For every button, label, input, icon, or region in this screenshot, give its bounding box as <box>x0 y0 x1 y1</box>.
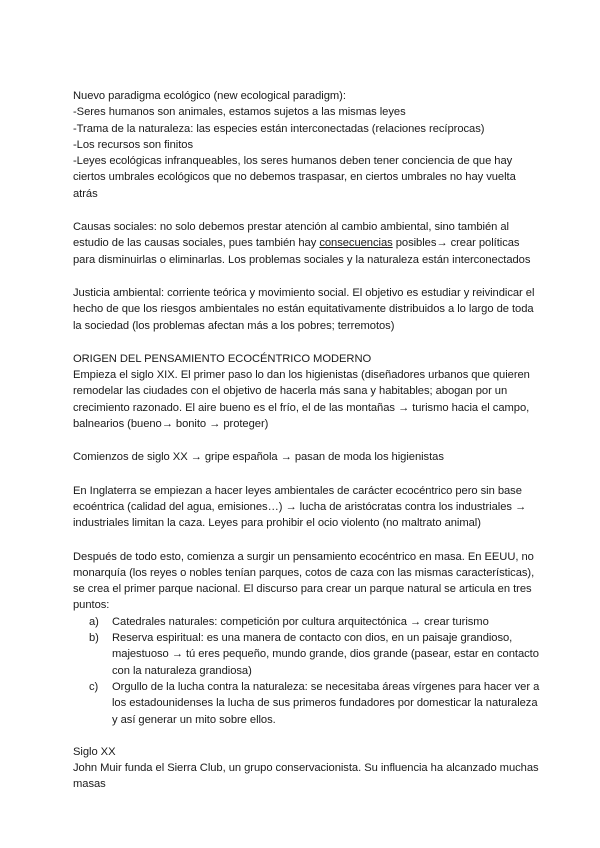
causas-paragraph <box>73 219 543 268</box>
justicia-paragraph: Justicia ambiental: corriente teórica y movimiento social. El objetivo es estudiar y reivindicar el hecho de que los riesgos ambientales no están equitativamente distribuidos a lo largo de toda la sociedad (los problemas afectan más a los pobres; terremotos) <box>73 286 535 332</box>
causas-text-before: Causas sociales: no solo debemos prestar atención al cambio ambiental, sino también al estudio de las causas sociales, pues también hay <box>73 221 509 250</box>
list-marker: b) <box>89 632 99 645</box>
paradigm-item: -Trama de la naturaleza: las especies están interconectadas (relaciones recíprocas) <box>73 122 485 135</box>
list-item <box>73 630 543 679</box>
causas-underlined-word: consecuencias <box>319 237 393 250</box>
origen-section <box>73 351 543 432</box>
siglo-xx-section <box>73 744 543 793</box>
comienzos-paragraph: Comienzos de siglo XX → gripe española → pasan de moda los higienistas <box>73 451 444 464</box>
origen-heading: ORIGEN DEL PENSAMIENTO ECOCÉNTRICO MODERNO <box>73 352 372 365</box>
origen-paragraph: Empieza el siglo XIX. El primer paso lo dan los higienistas (diseñadores urbanos que quieren remodelar las ciudades con el objetivo de hacerla más sana y habitables; abogan por un crecimiento razonado. El aire bueno es el frío, el de las montañas → turismo hacia el campo, balnearios (bueno→ bonito → proteger) <box>73 369 530 431</box>
despues-paragraph: Después de todo esto, comienza a surgir un pensamiento ecocéntrico en masa. En EEUU, no monarquía (los reyes o nobles tenían parques, cotos de caza con las mismas características), se crea el primer parque nacional. El discurso para crear un parque natural se articula en tres puntos: <box>73 550 535 612</box>
list-item-text: Reserva espiritual: es una manera de contacto con dios, en un paisaje grandioso, majestuoso → tú eres pequeño, mundo grande, dios grande (pasear, estar en contacto con la naturaleza grandiosa) <box>112 632 539 677</box>
paradigm-item: -Los recursos son finitos <box>73 138 193 151</box>
list-marker: a) <box>89 615 99 628</box>
paradigm-item: -Seres humanos son animales, estamos sujetos a las mismas leyes <box>73 106 406 119</box>
list-item-text: Catedrales naturales: competición por cultura arquitectónica → crear turismo <box>112 615 489 628</box>
list-item <box>73 679 543 728</box>
causas-text-after: posibles→ crear políticas para disminuirlas o eliminarlas. Los problemas sociales y la naturaleza están interconectados <box>73 237 531 266</box>
despues-section <box>73 549 543 728</box>
inglaterra-paragraph: En Inglaterra se empiezan a hacer leyes ambientales de carácter ecocéntrico pero sin base ecoéntrica (calidad del agua, emisiones…) → lucha de aristócratas contra los industriales → industriales limitan la caza. Leyes para prohibir el ocio violento (no maltrato animal) <box>73 484 527 530</box>
siglo-xx-heading: Siglo XX <box>73 745 116 758</box>
paradigm-title: Nuevo paradigma ecológico (new ecological paradigm): <box>73 90 346 102</box>
paradigm-section <box>73 88 543 202</box>
document-page <box>73 88 543 793</box>
list-item-text: Orgullo de la lucha contra la naturaleza: se necesitaba áreas vírgenes para hacer ver a los estadounidenses la lucha de sus primeros fundadores por domesticar la naturaleza y así generar un mito sobre ellos. <box>112 680 540 726</box>
siglo-xx-paragraph: John Muir funda el Sierra Club, un grupo conservacionista. Su influencia ha alcanzado muchas masas <box>73 762 539 791</box>
paradigm-item: -Leyes ecológicas infranqueables, los seres humanos deben tener conciencia de que hay ciertos umbrales ecológicos que no debemos traspasar, en ciertos umbrales no hay vuelta atrás <box>73 155 516 200</box>
parque-points-list <box>73 614 543 728</box>
list-marker: c) <box>89 680 99 693</box>
list-item <box>73 614 543 630</box>
